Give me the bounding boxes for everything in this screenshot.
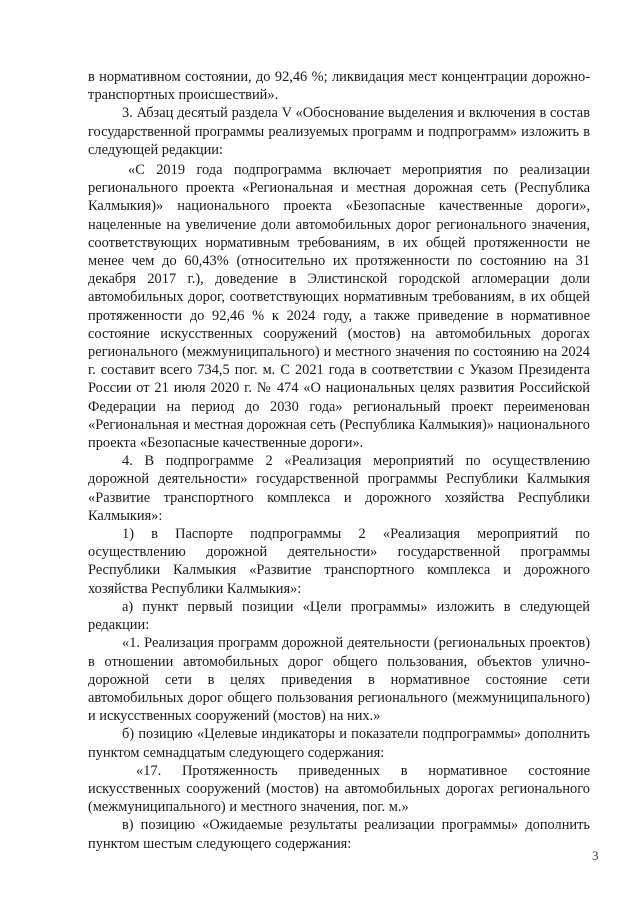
paragraph-continuation: в нормативном состоянии, до 92,46 %; ликвидация мест концентрации дорожно-транспортных происшествий». <box>88 69 590 104</box>
page-number: 3 <box>592 848 599 863</box>
paragraph-quote-goal-1: «1. Реализация программ дорожной деятельности (региональных проектов) в отношении автомобильных дорог общего пользования, объектов улично-дорожной сети в целях приведения в нормативное состояние сети автомобильных дорог общего пользования регионального (межмуниципального) и искусственных сооружений (мостов) на них.» <box>88 635 590 725</box>
paragraph-quote-2019: «С 2019 года подпрограмма включает мероприятия по реализации регионального проекта «Региональная и местная дорожная сеть (Республика Калмыкия)» национального проекта «Безопасные качественные дороги», нацеленные на увеличение доли автомобильных дорог регионального значения, соответствующих нормативным требованиям, в их общей протяженности не менее чем до 60,43% (относительно их протяженности по состоянию на 31 декабря 2017 г.), доведение в Элистинской городской агломерации доли автомобильных дорог, соответствующих нормативным требованиям, в их общей протяженности до 92,46 % к 2024 году, а также приведение в нормативное состояние искусственных сооружений (мостов) на автомобильных дорогах регионального (межмуниципального) и местного значения по состоянию на 2024 г. составит всего 734,5 пог. м. С 2021 года в соответствии с Указом Президента России от 21 июля 2020 г. № 474 «О национальных целях развития Российской Федерации на период до 2030 года» региональный проект переименован «Региональная и местная дорожная сеть (Республика Калмыкия)» национального проекта «Безопасные качественные дороги». <box>88 162 590 452</box>
paragraph-subitem-1: 1) в Паспорте подпрограммы 2 «Реализация мероприятий по осуществлению дорожной деятельности» государственной программы Республики Калмыкия «Развитие транспортного комплекса и дорожного хозяйства Республики Калмыкия»: <box>88 526 590 597</box>
paragraph-subitem-v: в) позицию «Ожидаемые результаты реализации программы» дополнить пунктом шестым следующего содержания: <box>88 817 590 852</box>
paragraph-item-4: 4. В подпрограмме 2 «Реализация мероприятий по осуществлению дорожной деятельности» государственной программы Республики Калмыкия «Развитие транспортного комплекса и дорожного хозяйства Республики Калмыкия»: <box>88 453 590 524</box>
paragraph-subitem-b: б) позицию «Целевые индикаторы и показатели подпрограммы» дополнить пунктом семнадцатым следующего содержания: <box>88 726 590 761</box>
paragraph-item-3: 3. Абзац десятый раздела V «Обоснование выделения и включения в состав государственной программы реализуемых программ и подпрограмм» изложить в следующей редакции: <box>88 105 590 158</box>
paragraph-quote-17: «17. Протяженность приведенных в нормативное состояние искусственных сооружений (мостов) на автомобильных дорогах регионального (межмуниципального) и местного значения, пог. м.» <box>88 762 590 816</box>
paragraph-subitem-a: а) пункт первый позиции «Цели программы» изложить в следующей редакции: <box>88 598 590 634</box>
document-body <box>88 68 590 853</box>
